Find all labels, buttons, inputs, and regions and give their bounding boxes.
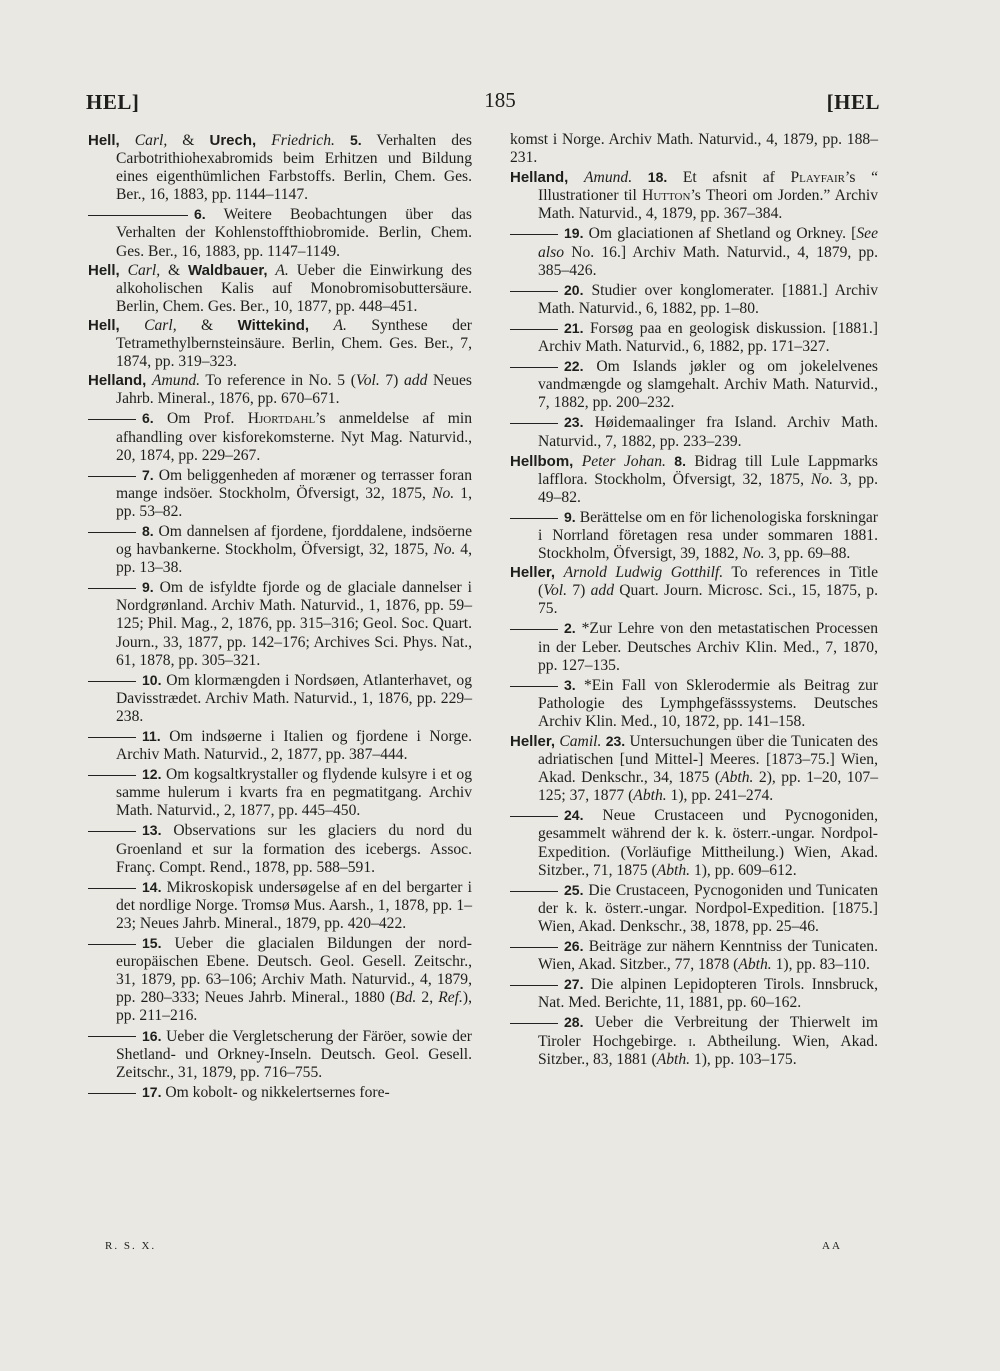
- bibliography-entry: [88, 262, 472, 316]
- entry-text: 11. Om indsøerne i Italien og fjordene i Norge. Archiv Math. Naturvid., 2, 1877, pp. 387–444.: [116, 728, 472, 764]
- bibliography-entry: [88, 1083, 472, 1102]
- entry-text: 7. Om beliggenheden af moræner og terrasser foran mange indsöer. Stockholm, Öfversigt, 32, 1875, No. 1, pp. 53–82.: [116, 466, 473, 520]
- bibliography-entry: [88, 578, 472, 669]
- entry-text: Camil. 23. Untersuchungen über die Tunicaten des adriatischen [und Mittel-] Meeres. [1873–75.] Wien, Akad. Denkschr., 34, 1875 (Abth. 2), pp. 1–20, 107–125; 37, 1877 (Abth. 1), pp. 241–274.: [538, 733, 879, 805]
- author-name: Helland,: [88, 372, 147, 390]
- bibliography-entry: [510, 357, 878, 412]
- bibliography-entry: [88, 466, 472, 521]
- author-name: Hell,: [88, 316, 120, 334]
- entry-text: 22. Om Islands jøkler og om jokelelvenes vandmængde og slamgehalt. Archiv Math. Naturvid., 7, 1882, pp. 200–232.: [538, 358, 878, 412]
- bibliography-entry: [88, 1027, 472, 1082]
- ditto-dash: [88, 532, 136, 533]
- ditto-dash: [88, 831, 136, 832]
- ditto-dash: [88, 944, 136, 945]
- entry-text: 3. *Ein Fall von Sklerodermie als Beitrag zur Pathologie des Lymphgefässsystems. Deutsches Archiv Klin. Med., 10, 1872, pp. 141–158.: [538, 676, 878, 730]
- entry-text: 23. Høidemaalinger fra Island. Archiv Math. Naturvid., 7, 1882, pp. 233–239.: [538, 414, 878, 450]
- entry-text: 15. Ueber die glacialen Bildungen der nord-europäischen Ebene. Deutsch. Geol. Gesell. Zeitschr., 31, 1879, pp. 63–106; Archiv Math. Naturvid., 4, 1879, pp. 280–333; Neues Jahrb. Mineral., 1880 (Bd. 2, Ref.), pp. 211–216.: [116, 935, 472, 1025]
- entry-text: komst i Norge. Archiv Math. Naturvid., 4, 1879, pp. 188–231.: [510, 131, 878, 167]
- entry-text: 9. Om de isfyldte fjorde og de glaciale dannelser i Nordgrønland. Archiv Math. Naturvid., 1, 1876, pp. 59–125; Phil. Mag., 2, 1876, pp. 315–316; Geol. Soc. Quart. Journ., 33, 1877, pp. 142–176; Archives Sci. Phys. Nat., 61, 1878, pp. 305–321.: [116, 579, 472, 669]
- entry-text: 27. Die alpinen Lepidopteren Tirols. Innsbruck, Nat. Med. Berichte, 11, 1881, pp. 60–162.: [538, 976, 878, 1012]
- signature-mark: R. S. X.: [105, 1240, 157, 1252]
- bibliography-entry: [88, 317, 472, 371]
- entry-text: 25. Die Crustaceen, Pycnogoniden und Tunicaten der k. k. österr.-ungar. Nordpol-Expedition. [1875.] Wien, Akad. Denkschr., 38, 1878, pp. 25–46.: [538, 881, 878, 935]
- ditto-dash: [510, 329, 558, 330]
- ditto-dash: [510, 629, 558, 630]
- bibliography-entry: [510, 806, 878, 879]
- bibliography-entry: [510, 881, 878, 936]
- bibliography-entry: [88, 878, 472, 933]
- bibliography-entry: [88, 821, 472, 876]
- ditto-dash: [510, 686, 558, 687]
- entry-text: Carl, & Waldbauer, A. Ueber die Einwirkung des alkoholischen Kalis auf Monobromisobuttersäure. Berlin, Chem. Ges. Ber., 10, 1877, pp. 448–451.: [116, 261, 472, 315]
- entry-text: 13. Observations sur les glaciers du nord du Groenland et sur la formation des icebergs. Assoc. Franç. Compt. Rend., 1878, pp. 588–591.: [116, 822, 472, 876]
- ditto-dash: [510, 816, 558, 817]
- ditto-dash: [88, 215, 188, 216]
- entry-text: Peter Johan. 8. Bidrag till Lule Lappmarks lafflora. Stockholm, Öfversigt, 32, 1875, No. 3, pp. 49–82.: [538, 452, 879, 506]
- ditto-dash: [88, 1036, 136, 1037]
- ditto-dash: [510, 1023, 558, 1024]
- right-column: [510, 131, 878, 1070]
- ditto-dash: [510, 518, 558, 519]
- ditto-dash: [88, 588, 136, 589]
- entry-text: 19. Om glaciationen af Shetland og Orkney. [See also No. 16.] Archiv Math. Naturvid., 4, 1879, pp. 385–426.: [538, 225, 878, 279]
- bibliography-entry: [510, 281, 878, 318]
- ditto-dash: [88, 476, 136, 477]
- entry-text: 14. Mikroskopisk undersøgelse af en del bergarter i det nordlige Norge. Tromsø Mus. Aarsh., 1, 1878, pp. 1–23; Neues Jahrb. Mineral., 1879, pp. 420–422.: [116, 878, 472, 932]
- author-name: Helland,: [510, 169, 569, 187]
- entry-text: 20. Studier over konglomerater. [1881.] Archiv Math. Naturvid., 6, 1882, pp. 1–80.: [538, 281, 878, 317]
- bibliography-entry: [510, 1013, 878, 1068]
- bibliography-entry: [88, 409, 472, 464]
- author-name: Hellbom,: [510, 452, 574, 470]
- entry-text: 17. Om kobolt- og nikkelertsernes fore-: [142, 1083, 390, 1101]
- bibliography-entry: [510, 676, 878, 731]
- bibliography-entry: [88, 934, 472, 1025]
- ditto-dash: [510, 891, 558, 892]
- entry-text: 28. Ueber die Verbreitung der Thierwelt im Tiroler Hochgebirge. i. Abtheilung. Wien, Akad. Sitzber., 83, 1881 (Abth. 1), pp. 103–175.: [538, 1014, 878, 1068]
- ditto-dash: [88, 681, 136, 682]
- bibliography-entry: [88, 522, 472, 577]
- bibliography-entry: [510, 168, 878, 223]
- ditto-dash: [510, 423, 558, 424]
- entry-text: 6. Om Prof. Hjortdahl’s anmeldelse af min afhandling over kisforekomsterne. Nyt Mag. Naturvid., 20, 1874, pp. 229–267.: [116, 410, 472, 464]
- bibliography-entry: [88, 205, 472, 260]
- bibliography-entry: [510, 619, 878, 674]
- bibliography-entry: [510, 319, 878, 356]
- author-name: Hell,: [88, 132, 120, 149]
- bibliography-entry: [88, 727, 472, 764]
- ditto-dash: [88, 737, 136, 738]
- entry-text: 6. Weitere Beobachtungen über das Verhalten der Kohlenstoffthiobromide. Berlin, Chem. Ges. Ber., 16, 1883, pp. 1147–1149.: [116, 206, 472, 260]
- entry-text: Carl, & Wittekind, A. Synthese der Tetramethylbernsteinsäure. Berlin, Chem. Ges. Ber., 7, 1874, pp. 319–323.: [116, 316, 472, 371]
- entry-text: 26. Beiträge zur nähern Kenntniss der Tunicaten. Wien, Akad. Sitzber., 77, 1878 (Abth. 1), pp. 83–110.: [538, 938, 878, 974]
- bibliography-entry: [88, 671, 472, 726]
- bibliography-entry: [510, 224, 878, 279]
- entry-text: 8. Om dannelsen af fjordene, fjorddalene, indsöerne og havbankerne. Stockholm, Öfversigt, 32, 1875, No. 4, pp. 13–38.: [116, 522, 473, 577]
- entry-text: Amund. 18. Et afsnit af Playfair’s “ Illustrationer til Hutton’s Theori om Jorden.” Archiv Math. Naturvid., 4, 1879, pp. 367–384.: [538, 169, 878, 223]
- bibliography-entry: [88, 765, 472, 820]
- entry-text: 16. Ueber die Vergletscherung der Färöer, sowie der Shetland- und Orkney-Inseln. Deutsch. Geol. Gesell. Zeitschr., 31, 1879, pp. 716–755.: [116, 1027, 472, 1081]
- entry-text: Carl, & Urech, Friedrich. 5. Verhalten des Carbotrithiohexabromids beim Erhitzen und Bildung eines eigenthümlichen Farbstoffs. Berlin, Chem. Ges. Ber., 16, 1883, pp. 1144–1147.: [116, 132, 473, 204]
- entry-text: 24. Neue Crustaceen und Pycnogoniden, gesammelt während der k. k. österr.-ungar. Nordpol-Expedition. (Vorläufige Mittheilung.) Wien, Akad. Sitzber., 71, 1875 (Abth. 1), pp. 609–612.: [538, 807, 878, 879]
- bibliography-entry: [88, 372, 472, 408]
- author-name: Heller,: [510, 564, 556, 582]
- entry-text: 10. Om klormængden i Nordsøen, Atlanterhavet, og Davisstrædet. Archiv Math. Naturvid., 1, 1876, pp. 229–238.: [116, 671, 472, 725]
- ditto-dash: [510, 985, 558, 986]
- ditto-dash: [510, 234, 558, 235]
- running-head-left: HEL]: [86, 90, 140, 114]
- ditto-dash: [88, 775, 136, 776]
- ditto-dash: [510, 947, 558, 948]
- page-number: 185: [484, 88, 516, 112]
- bibliography-entry: [88, 131, 472, 204]
- author-name: Heller,: [510, 733, 556, 750]
- entry-text: 2. *Zur Lehre von den metastatischen Processen in der Leber. Deutsches Archiv Klin. Med., 7, 1870, pp. 127–135.: [538, 620, 878, 674]
- ditto-dash: [510, 367, 558, 368]
- ditto-dash: [88, 1093, 136, 1094]
- entry-text: Arnold Ludwig Gotthilf. To references in Title (Vol. 7) add Quart. Journ. Microsc. Sci., 15, 1875, p. 75.: [538, 564, 879, 618]
- gathering-mark: AA: [822, 1240, 842, 1252]
- running-head-right: [HEL: [826, 90, 880, 114]
- author-name: Hell,: [88, 261, 120, 279]
- bibliography-entry: [510, 564, 878, 618]
- bibliography-entry: [510, 937, 878, 974]
- entry-text: 12. Om kogsaltkrystaller og flydende kulsyre i et og samme hulerum i kvarts fra en pegmatitgang. Archiv Math. Naturvid., 2, 1877, pp. 445–450.: [116, 766, 472, 820]
- bibliography-entry: [510, 131, 878, 167]
- ditto-dash: [88, 888, 136, 889]
- bibliography-entry: [510, 413, 878, 450]
- entry-text: Amund. To reference in No. 5 (Vol. 7) add Neues Jahrb. Mineral., 1876, pp. 670–671.: [116, 372, 472, 408]
- bibliography-entry: [510, 732, 878, 805]
- bibliography-entry: [510, 975, 878, 1012]
- entry-text: 21. Forsøg paa en geologisk diskussion. [1881.] Archiv Math. Naturvid., 6, 1882, pp. 171–327.: [538, 319, 878, 356]
- ditto-dash: [510, 291, 558, 292]
- left-column: [88, 131, 472, 1103]
- bibliography-entry: [510, 452, 878, 507]
- bibliography-entry: [510, 508, 878, 563]
- ditto-dash: [88, 419, 136, 420]
- entry-text: 9. Berättelse om en för lichenologiska forskningar i Norrland företagen resa under sommaren 1881. Stockholm, Öfversigt, 39, 1882, No. 3, pp. 69–88.: [538, 508, 878, 563]
